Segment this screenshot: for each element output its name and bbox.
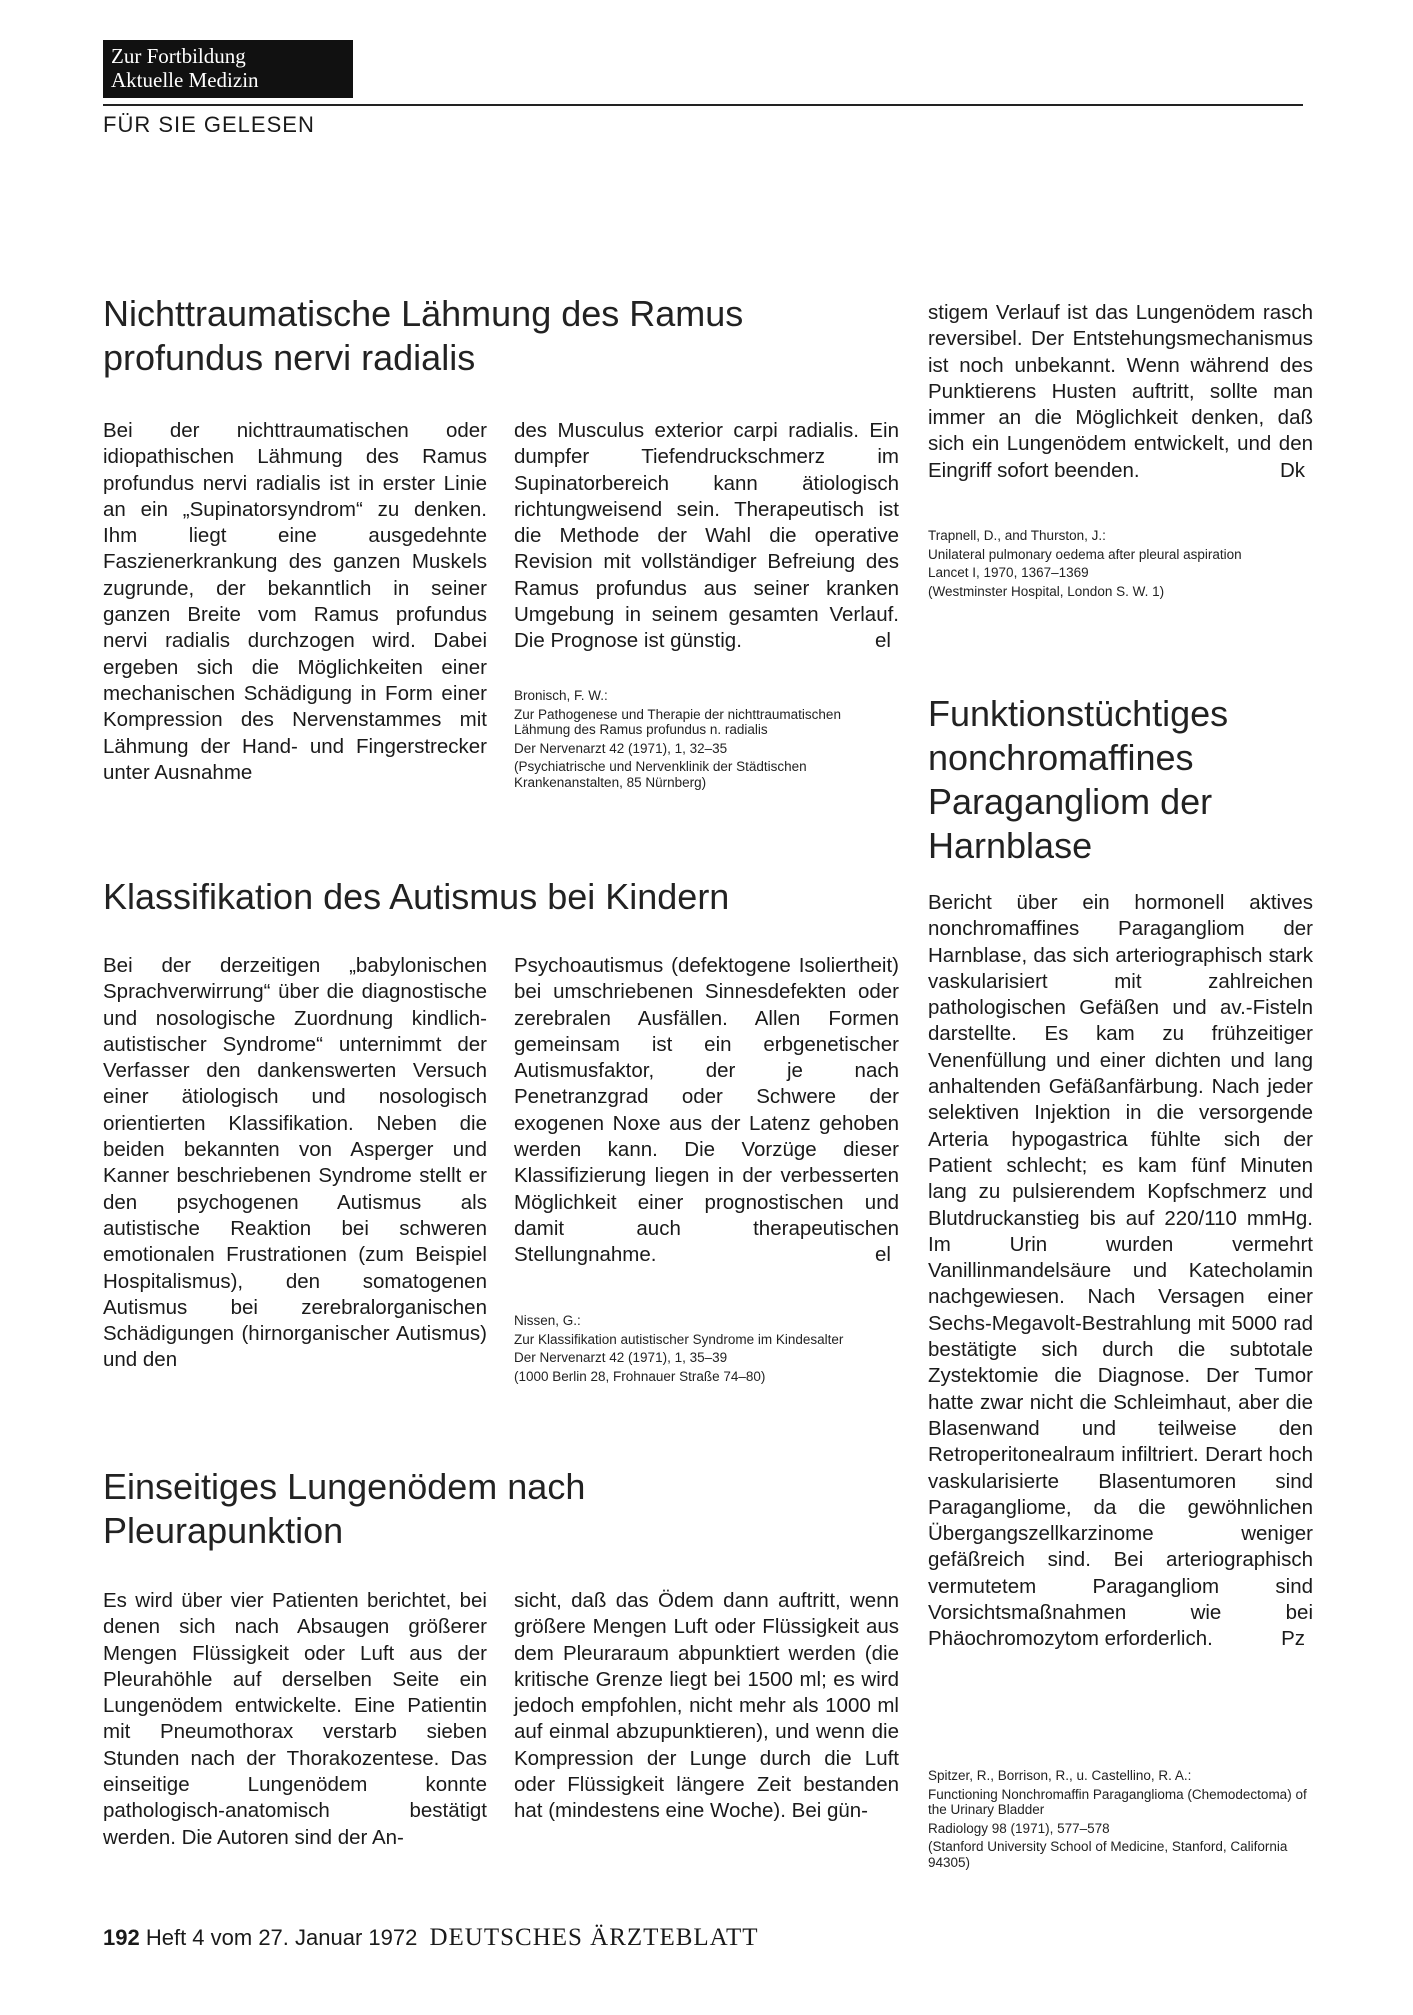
- citation-authors: Nissen, G.:: [514, 1313, 581, 1328]
- citation-source: Der Nervenarzt 42 (1971), 1, 32–35: [514, 740, 728, 756]
- citation: [928, 1768, 1313, 1873]
- citation-address: (Westminster Hospital, London S. W. 1): [928, 583, 1165, 599]
- header-rule: [103, 104, 1303, 106]
- citation-authors: Trapnell, D., and Thurston, J.:: [928, 528, 1106, 543]
- author-sign: el: [875, 1243, 891, 1267]
- citation: [928, 528, 1313, 602]
- article-text-column: Bei der nichttraumatischen oder idiopathischen Lähmung des Ramus profundus nervi radialis ist in erster Linie an ein „Supinatorsyndrom“ zu denken. Ihm liegt eine ausgedehnte Faszienerkrankung des ganzen Muskels zugrunde, der bekanntlich in seiner ganzen Breite vom Ramus profundus nervi radialis durchzogen wird. Dabei ergeben sich die Möglichkeiten einer mechanischen Schädigung in Form einer Kompression des Nervenstammes mit Lähmung der Hand- und Fingerstrecker unter Ausnahme: [103, 419, 487, 784]
- citation-authors: Spitzer, R., Borrison, R., u. Castellino, R. A.:: [928, 1768, 1192, 1783]
- citation-title: Zur Klassifikation autistischer Syndrome im Kindesalter: [514, 1331, 844, 1347]
- citation-title: Unilateral pulmonary oedema after pleural aspiration: [928, 546, 1242, 562]
- section-label: FÜR SIE GELESEN: [103, 112, 315, 137]
- article-title: Klassifikation des Autismus bei Kindern: [103, 876, 730, 917]
- citation-source: Radiology 98 (1971), 577–578: [928, 1820, 1110, 1836]
- article-text: Bericht über ein hormonell aktives nonchromaffines Paragangliom der Harnblase, das sich arteriographisch stark vaskularisiert mit zahlreichen pathologischen Gefäßen und av.-Fisteln darstellte. Es kam zu frühzeitiger Venenfüllung und einer dichten und lang anhaltenden Gefäßanfärbung. Nach jeder selektiven Injektion in die versorgende Arteria hypogastrica fühlte sich der Patient schlecht; es kam fünf Minuten lang zu pulsierendem Kopfschmerz und Blutdruckanstieg bis auf 220/110 mmHg. Im Urin wurden vermehrt Vanillinmandelsäure und Katecholamin nachgewiesen. Nach Versagen einer Sechs-Megavolt-Bestrahlung mit 5000 rad bestätigte sich durch die subtotale Zystektomie die Diagnose. Der Tumor hatte zwar nicht die Schleimhaut, aber die Blasenwand und teilweise den Retroperitonealraum infiltriert. Derart hoch vaskularisierte Blasentumoren sind Paragangliome, da die gewöhnlichen Übergangszellkarzinome weniger gefäßreich sind. Bei arteriographisch vermutetem Paragangliom sind Vorsichtsmaßnahmen wie bei Phäochromozytom erforderlich.: [928, 891, 1313, 1651]
- citation-source: Lancet I, 1970, 1367–1369: [928, 565, 1089, 580]
- author-sign: Pz: [1281, 1627, 1305, 1651]
- badge-line-1: Zur Fortbildung: [111, 44, 246, 68]
- article-text: des Musculus exterior carpi radialis. Ein dumpfer Tiefendruckschmerz im Supinatorbereich kann ätiologisch richtungweisend sein. Therapeutisch ist die Methode der Wahl die operative Revision mit vollständiger Befreiung des Ramus profundus aus seiner kranken Umgebung in seinem gesamten Verlauf. Die Prognose ist günstig.: [514, 419, 899, 653]
- citation-address: (Psychiatrische und Nervenklinik der Städtischen Krankenanstalten, 85 Nürnberg): [514, 759, 807, 790]
- page-number: 192: [103, 1925, 140, 1950]
- article-text-column: [928, 300, 1313, 484]
- citation-authors: Bronisch, F. W.:: [514, 688, 608, 703]
- issue-info: Heft 4 vom 27. Januar 1972: [145, 1925, 418, 1950]
- citation-address: (Stanford University School of Medicine, Stanford, California 94305): [928, 1839, 1288, 1870]
- article-title: Funktionstüchtiges nonchromaffines Paragangliom der Harnblase: [928, 693, 1229, 866]
- article-text-column: [514, 418, 899, 655]
- article-title: Einseitiges Lungenödem nach Pleurapunktion: [103, 1466, 586, 1551]
- author-sign: el: [875, 629, 891, 653]
- section-badge: [103, 40, 353, 98]
- article-text-column: Bei der derzeitigen „babylonischen Sprachverwirrung“ über die diagnostische und nosologische Zuordnung kindlich-autistischer Syndrome“ unternimmt der Verfasser den dankenswerten Versuch einer ätiologisch und nosologisch orientierten Klassifikation. Neben die beiden bekannten von Asperger und Kanner beschriebenen Syndrome stellt er den psychogenen Autismus als autistische Reaktion bei schweren emotionalen Frustrationen (zum Beispiel Hospitalismus), den somatogenen Autismus bei zerebralorganischen Schädigungen (hirnorganischer Autismus) und den: [103, 954, 487, 1372]
- badge-line-2: Aktuelle Medizin: [111, 68, 259, 92]
- article-text: Psychoautismus (defektogene Isoliertheit) bei umschriebenen Sinnesdefekten oder zerebralen Ausfällen. Allen Formen gemeinsam ist ein erbgenetischer Autismusfaktor, der je nach Penetranzgrad oder Schwere der exogenen Noxe aus der Latenz gehoben werden kann. Die Vorzüge dieser Klassifizierung liegen in der verbesserten Möglichkeit einer prognostischen und damit auch therapeutischen Stellungnahme.: [514, 954, 899, 1267]
- citation-title: Zur Pathogenese und Therapie der nichttraumatischen Lähmung des Ramus profundus n. radialis: [514, 706, 841, 737]
- citation-source: Der Nervenarzt 42 (1971), 1, 35–39: [514, 1350, 728, 1365]
- article-text-column: [514, 953, 899, 1269]
- article-text-column: sicht, daß das Ödem dann auftritt, wenn größere Mengen Luft oder Flüssigkeit aus dem Pleuraraum abpunktiert werden (die kritische Grenze liegt bei 1500 ml; es wird jedoch empfohlen, nicht mehr als 1000 ml auf einmal abzupunktieren), und wenn die Kompression der Lunge durch die Luft oder Flüssigkeit längere Zeit bestanden hat (mindestens eine Woche). Bei gün-: [514, 1589, 899, 1823]
- article-text: stigem Verlauf ist das Lungenödem rasch reversibel. Der Entstehungsmechanismus ist noch unbekannt. Wenn während des Punktierens Husten auftritt, sollte man immer an die Möglichkeit denken, daß sich ein Lungenödem entwickelt, und den Eingriff sofort beenden.: [928, 301, 1313, 482]
- citation-title: Functioning Nonchromaffin Paraganglioma (Chemodectoma) of the Urinary Bladder: [928, 1786, 1307, 1817]
- citation-address: (1000 Berlin 28, Frohnauer Straße 74–80): [514, 1368, 766, 1384]
- page-footer: [103, 1924, 759, 1952]
- citation: [514, 1313, 899, 1387]
- citation: [514, 688, 899, 793]
- article-text-column: Es wird über vier Patienten berichtet, bei denen sich nach Absaugen größerer Mengen Flüssigkeit oder Luft aus der Pleurahöhle auf derselben Seite ein Lungenödem entwickelte. Eine Patientin mit Pneumothorax verstarb sieben Stunden nach der Thorakozentese. Das einseitige Lungenödem konnte pathologisch-anatomisch bestätigt werden. Die Autoren sind der An-: [103, 1589, 487, 1849]
- article-text-column: [928, 890, 1313, 1653]
- journal-name: DEUTSCHES ÄRZTEBLATT: [429, 1924, 759, 1951]
- author-sign: Dk: [1279, 458, 1305, 482]
- article-title: Nichttraumatische Lähmung des Ramus profundus nervi radialis: [103, 293, 744, 378]
